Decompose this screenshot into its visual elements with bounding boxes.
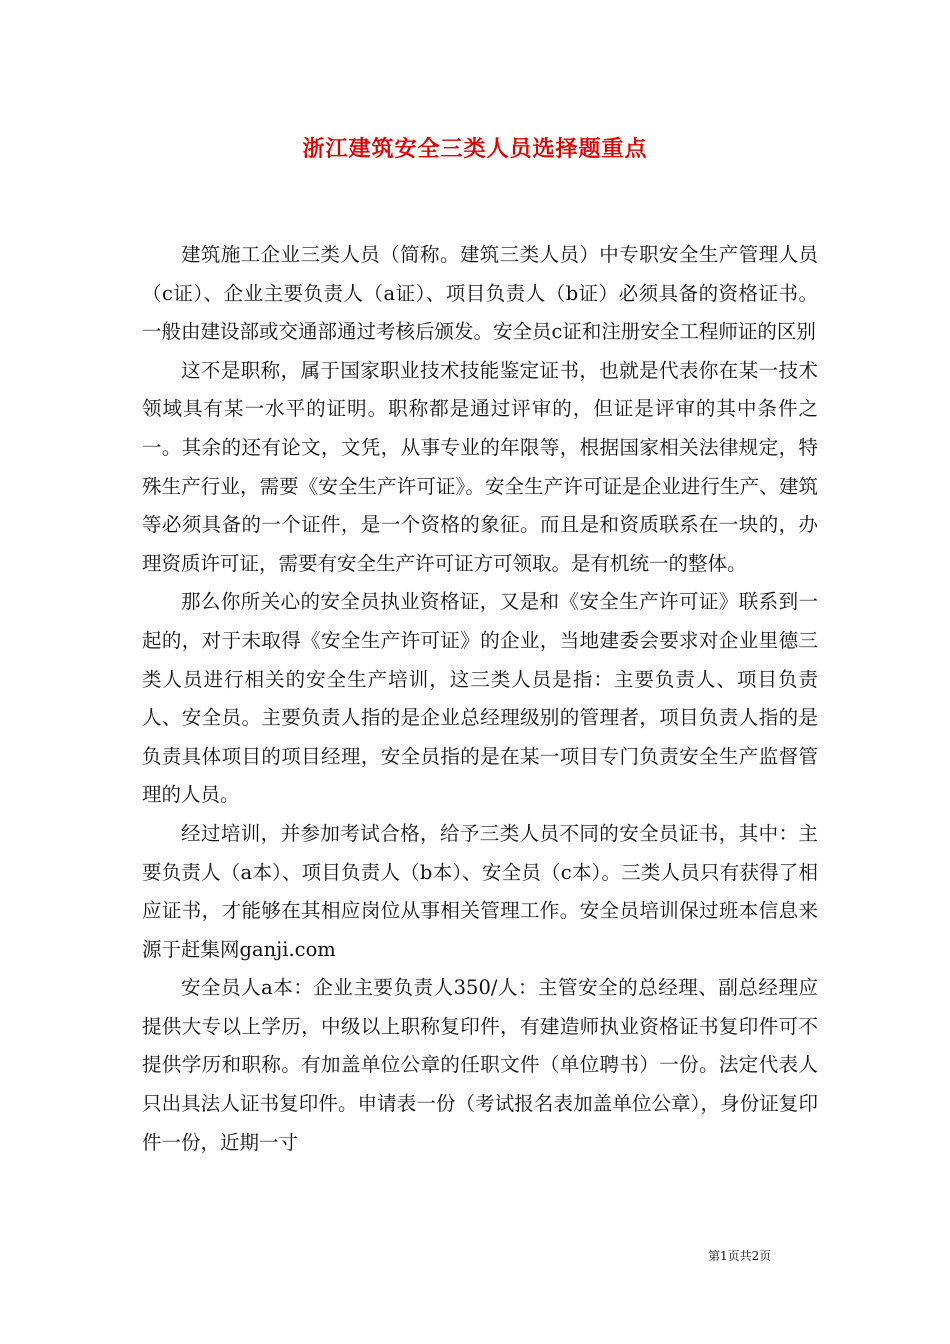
document-body <box>142 236 818 1162</box>
paragraph-5: 安全员人a本：企业主要负责人350/人：主管安全的总经理、副总经理应提供大专以上学历，中级以上职称复印件，有建造师执业资格证书复印件可不提供学历和职称。有加盖单位公章的任职文件（单位聘书）一份。法定代表人只出具法人证书复印件。申请表一份（考试报名表加盖单位公章），身份证复印件一份，近期一寸 <box>142 976 818 1154</box>
paragraph-4: 经过培训，并参加考试合格，给予三类人员不同的安全员证书，其中：主要负责人（a本）、项目负责人（b本）、安全员（c本）。三类人员只有获得了相应证书，才能够在其相应岗位从事相关管理工作。安全员培训保过班本信息来源于赶集网ganji.com <box>142 821 818 961</box>
paragraph-3: 那么你所关心的安全员执业资格证，又是和《安全生产许可证》联系到一起的，对于未取得《安全生产许可证》的企业，当地建委会要求对企业里德三类人员进行相关的安全生产培训，这三类人员是指：主要负责人、项目负责人、安全员。主要负责人指的是企业总经理级别的管理者，项目负责人指的是负责具体项目的项目经理，安全员指的是在某一项目专门负责安全生产监督管理的人员。 <box>142 590 818 807</box>
paragraph-1: 建筑施工企业三类人员（简称。建筑三类人员）中专职安全生产管理人员（c证）、企业主要负责人（a证）、项目负责人（b证）必须具备的资格证书。一般由建设部或交通部通过考核后颁发。安全员c证和注册安全工程师证的区别 <box>142 243 818 344</box>
paragraph-2: 这不是职称，属于国家职业技术技能鉴定证书，也就是代表你在某一技术领域具有某一水平的证明。职称都是通过评审的，但证是评审的其中条件之一。其余的还有论文，文凭，从事专业的年限等，根据国家相关法律规定，特殊生产行业，需要《安全生产许可证》。安全生产许可证是企业进行生产、建筑等必须具备的一个证件，是一个资格的象征。而且是和资质联系在一块的，办理资质许可证，需要有安全生产许可证方可领取。是有机统一的整体。 <box>142 358 818 575</box>
document-title: 浙江建筑安全三类人员选择题重点 <box>302 136 648 162</box>
page-number-footer: 第1页共2页 <box>708 1249 772 1263</box>
